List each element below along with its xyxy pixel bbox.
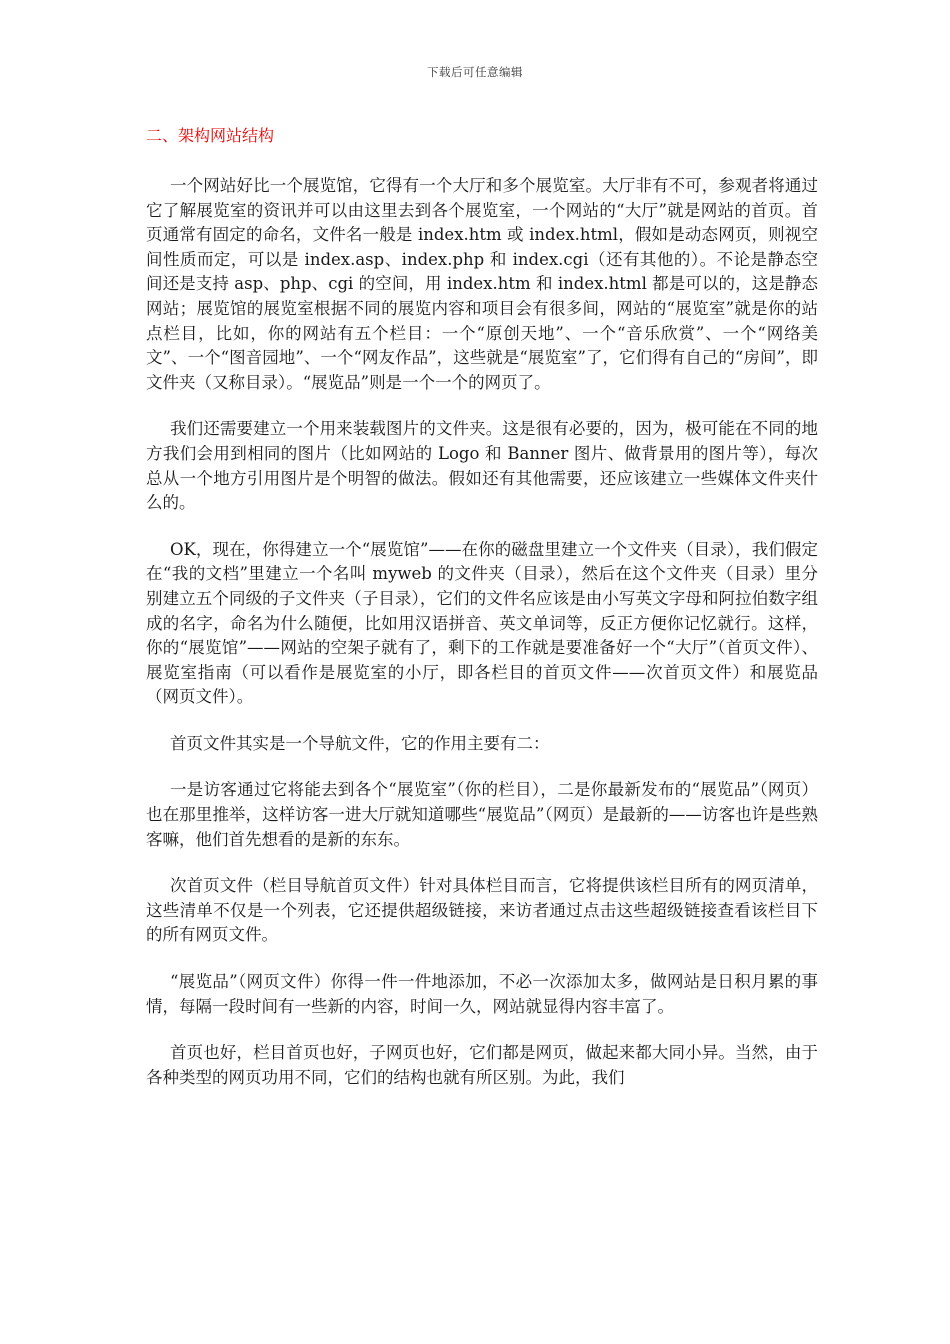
paragraph-sub-homepage: 次首页文件（栏目导航首页文件）针对具体栏目而言，它将提供该栏目所有的网页清单，这些清单不仅是一个列表，它还提供超级链接，来访者通过点击这些超级链接查看该栏目下的所有网页文件。 bbox=[146, 876, 818, 945]
paragraph-page-structure: 首页也好，栏目首页也好，子网页也好，它们都是网页，做起来都大同小异。当然，由于各种类型的网页功用不同，它们的结构也就有所区别。为此，我们 bbox=[146, 1043, 818, 1087]
paragraph-create-folders: OK，现在，你得建立一个“展览馆”——在你的磁盘里建立一个文件夹（目录），我们假定在“我的文档”里建立一个名叫 myweb 的文件夹（目录），然后在这个文件夹（目录）里分别建立五个同级的子文件夹（子目录），它们的文件名应该是由小写英文字母和阿拉伯数字组成的名字，命名为什么随便，比如用汉语拼音、英文单词等，反正方便你记忆就行。这样，你的“展览馆”——网站的空架子就有了，剩下的工作就是要准备好一个“大厅”（首页文件）、展览室指南（可以看作是展览室的小厅，即各栏目的首页文件——次首页文件）和展览品（网页文件）。 bbox=[146, 539, 818, 707]
paragraph-homepage-functions: 一是访客通过它将能去到各个“展览室”（你的栏目），二是你最新发布的“展览品”（网页）也在那里推举，这样访客一进大厅就知道哪些“展览品”（网页）是最新的——访客也许是些熟客嘛，他们首先想看的是新的东东。 bbox=[146, 780, 818, 849]
document-body bbox=[146, 124, 818, 1090]
page-header: 下载后可任意编辑 bbox=[427, 65, 523, 79]
paragraph-image-folder: 我们还需要建立一个用来装载图片的文件夹。这是很有必要的，因为，极可能在不同的地方我们会用到相同的图片（比如网站的 Logo 和 Banner 图片、做背景用的图片等），每次总从一个地方引用图片是个明智的做法。假如还有其他需要，还应该建立一些媒体文件夹什么的。 bbox=[146, 419, 818, 513]
paragraph-exhibits: “展览品”（网页文件）你得一件一件地添加，不必一次添加太多，做网站是日积月累的事情，每隔一段时间有一些新的内容，时间一久，网站就显得内容丰富了。 bbox=[146, 972, 818, 1016]
section-heading: 二、架构网站结构 bbox=[146, 126, 275, 145]
paragraph-intro-exhibition-hall: 一个网站好比一个展览馆，它得有一个大厅和多个展览室。大厅非有不可，参观者将通过它了解展览室的资讯并可以由这里去到各个展览室，一个网站的“大厅”就是网站的首页。首页通常有固定的命名，文件名一般是 index.htm 或 index.html，假如是动态网页，则视空间性质而定，可以是 index.asp、index.php 和 index.cgi（还有其他的）。不论是静态空间还是支持 asp、php、cgi 的空间，用 index.htm 和 index.html 都是可以的，这是静态网站；展览馆的展览室根据不同的展览内容和项目会有很多间，网站的“展览室”就是你的站点栏目，比如，你的网站有五个栏目：一个“原创天地”、一个“音乐欣赏”、一个“网络美文”、一个“图音园地”、一个“网友作品”，这些就是“展览室”了，它们得有自己的“房间”，即文件夹（又称目录）。“展览品”则是一个一个的网页了。 bbox=[146, 176, 818, 392]
paragraph-homepage-role: 首页文件其实是一个导航文件，它的作用主要有二： bbox=[170, 733, 550, 753]
